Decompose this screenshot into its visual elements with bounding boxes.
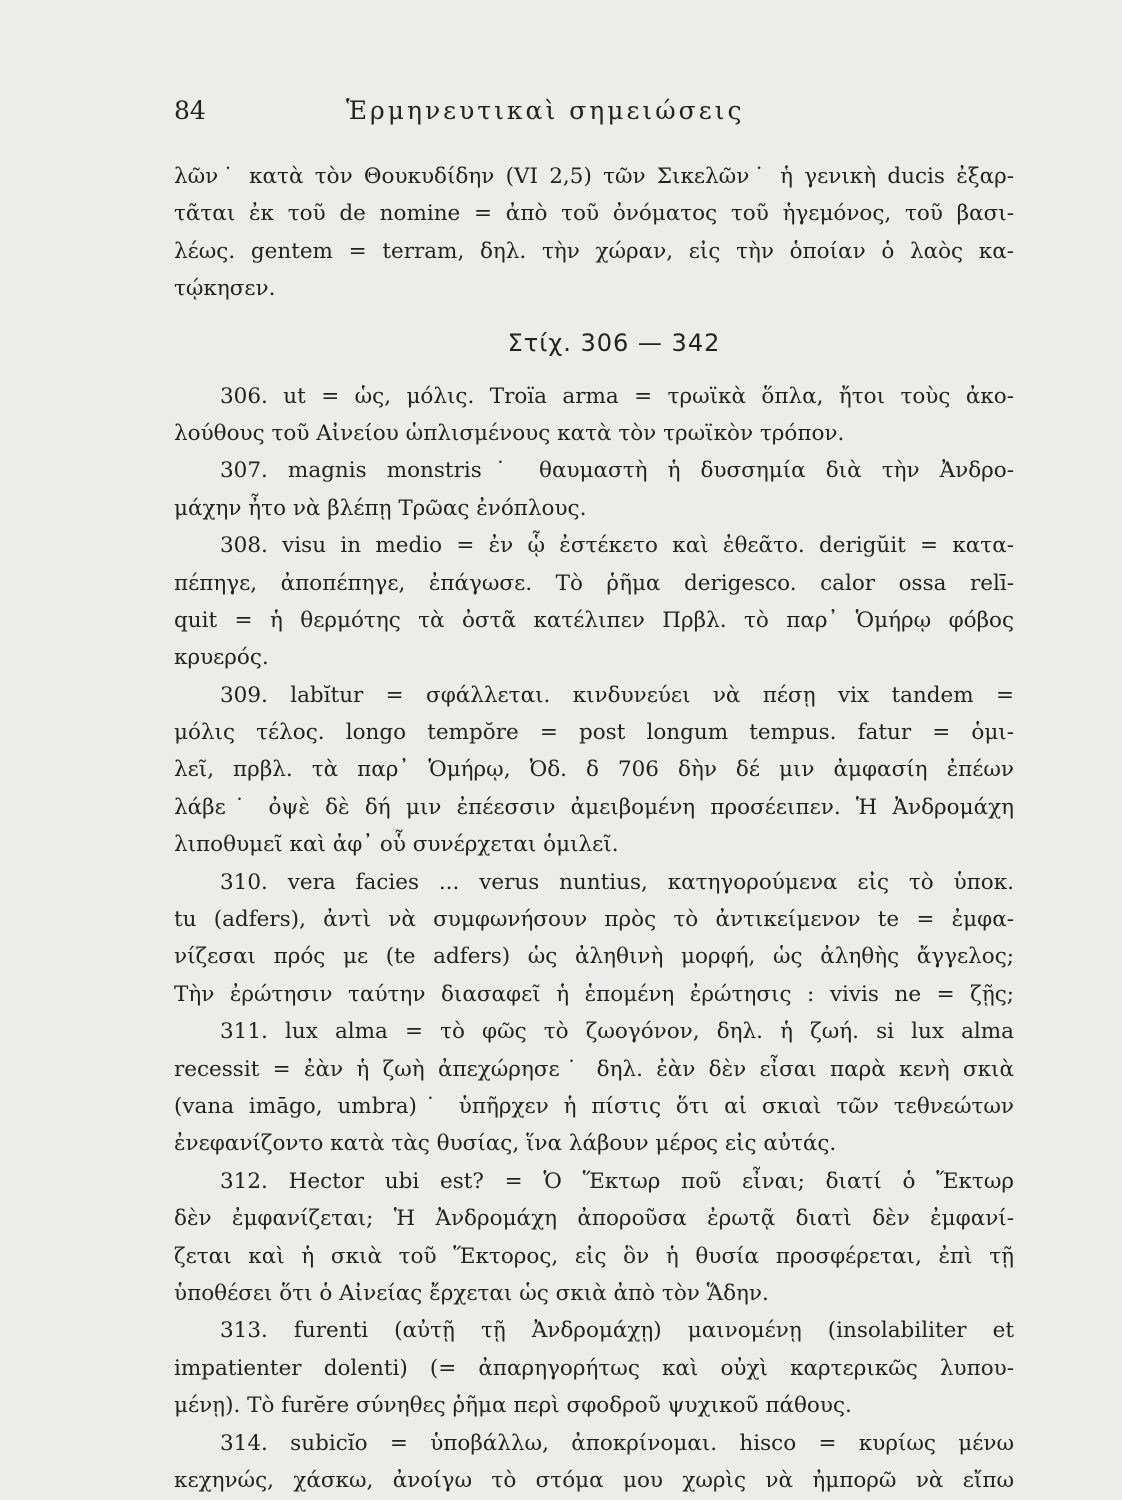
note-entry-line: 313. furenti (αὐτῇ τῇ Ἀνδρομάχῃ) μαινομένῃ (insolabiliter et: [220, 1318, 1014, 1344]
text-line: λέως. gentem = terram, δηλ. τὴν χώραν, εἰς τὴν ὁποίαν ὁ λαὸς κα-: [174, 238, 1014, 264]
text-line: Τὴν ἐρώτησιν ταύτην διασαφεῖ ἡ ἑπομένη ἐρώτησις : vivis ne = ζῇς;: [174, 981, 1014, 1007]
text-line: μόλις τέλος. longo tempŏre = post longum tempus. fatur = ὁμι-: [174, 720, 1014, 746]
body-text: [174, 158, 1014, 1499]
text-line: quit = ἡ θερμότης τὰ ὀστᾶ κατέλιπεν Πρβλ. τὸ παρ᾿ Ὁμήρῳ φόβος: [174, 607, 1014, 633]
text-line: impatienter dolenti) (= ἀπαρηγορήτως καὶ οὐχὶ καρτερικῶς λυπου-: [174, 1355, 1014, 1381]
text-line: recessit = ἐὰν ἡ ζωὴ ἀπεχώρησε˙ δηλ. ἐὰν δὲν εἶσαι παρὰ κενὴ σκιὰ: [174, 1056, 1014, 1082]
text-line: μένῃ). Τὸ furĕre σύνηθες ῥῆμα περὶ σφοδροῦ ψυχικοῦ πάθους.: [174, 1393, 852, 1419]
text-line: τῴκησεν.: [174, 276, 276, 302]
text-line: λούθους τοῦ Αἰνείου ὡπλισμένους κατὰ τὸν τρωϊκὸν τρόπον.: [174, 420, 845, 446]
section-heading: Στίχ. 306 — 342: [507, 328, 721, 357]
text-line: ὑποθέσει ὅτι ὁ Αἰνείας ἔρχεται ὡς σκιὰ ἀπὸ τὸν Ἅδην.: [174, 1280, 769, 1306]
note-entry-line: 306. ut = ὡς, μόλις. Troïa arma = τρωϊκὰ ὅπλα, ἤτοι τοὺς ἀκο-: [220, 383, 1014, 409]
page-number: 84: [174, 96, 206, 125]
text-line: νίζεσαι πρός με (te adfers) ὡς ἀληθινὴ μορφή, ὡς ἀληθὴς ἄγγελος;: [174, 944, 1014, 970]
text-line: κεχηνώς, χάσκω, ἀνοίγω τὸ στόμα μου χωρὶς νὰ ἠμπορῶ νὰ εἴπω: [174, 1467, 1014, 1493]
text-line: tu (adfers), ἀντὶ νὰ συμφωνήσουν πρὸς τὸ ἀντικείμενον te = ἐμφα-: [174, 907, 1014, 933]
text-line: κρυερός.: [174, 645, 269, 671]
running-title: Ἑρμηνευτικαὶ σημειώσεις: [346, 96, 745, 125]
text-line: δὲν ἐμφανίζεται; Ἡ Ἀνδρομάχη ἀποροῦσα ἐρωτᾷ διατὶ δὲν ἐμφανί-: [174, 1206, 1014, 1232]
text-line: μάχην ἦτο νὰ βλέπῃ Τρῶας ἐνόπλους.: [174, 495, 587, 521]
text-line: λῶν˙ κατὰ τὸν Θουκυδίδην (VI 2,5) τῶν Σικελῶν˙ ἡ γενικὴ ducis ἐξαρ-: [174, 164, 1014, 189]
note-entry-line: 314. subicĭo = ὑποβάλλω, ἀποκρίνομαι. hisco = κυρίως μένω: [220, 1430, 1014, 1456]
text-line: λεῖ, πρβλ. τὰ παρ᾿ Ὁμήρῳ, Ὀδ. δ 706 δὴν δέ μιν ἀμφασίη ἐπέων: [174, 757, 1014, 783]
note-entry-line: 311. lux alma = τὸ φῶς τὸ ζωογόνον, δηλ. ἡ ζωή. si lux alma: [220, 1019, 1014, 1045]
text-line: λιποθυμεῖ καὶ ἀφ᾿ οὗ συνέρχεται ὁμιλεῖ.: [174, 832, 619, 858]
note-entry-line: 307. magnis monstris˙ θαυμαστὴ ἡ δυσσημία διὰ τὴν Ἀνδρο-: [220, 458, 1014, 484]
note-entry-line: 309. labĭtur = σφάλλεται. κινδυνεύει νὰ πέσῃ vix tandem =: [220, 682, 1014, 708]
text-line: πέπηγε, ἀποπέπηγε, ἐπάγωσε. Τὸ ῥῆμα derigesco. calor ossa relī-: [174, 570, 1014, 596]
note-entry-line: 312. Hector ubi est? = Ὁ Ἕκτωρ ποῦ εἶναι; διατί ὁ Ἕκτωρ: [220, 1168, 1014, 1194]
running-head: [174, 96, 1014, 136]
text-line: ζεται καὶ ἡ σκιὰ τοῦ Ἕκτορος, εἰς ὃν ἡ θυσία προσφέρεται, ἐπὶ τῇ: [174, 1243, 1014, 1269]
text-line: (vana imāgo, umbra)˙ ὑπῆρχεν ἡ πίστις ὅτι αἱ σκιαὶ τῶν τεθνεώτων: [174, 1093, 1014, 1119]
text-line: τᾶται ἐκ τοῦ de nomine = ἀπὸ τοῦ ὀνόματος τοῦ ἡγεμόνος, τοῦ βασι-: [174, 201, 1014, 227]
text-line: λάβε˙ ὀψὲ δὲ δή μιν ἐπέεσσιν ἀμειβομένη προσέειπεν. Ἡ Ἀνδρομάχη: [174, 794, 1014, 820]
note-entry-line: 308. visu in medio = ἐν ᾧ ἐστέκετο καὶ ἐθεᾶτο. derigŭit = κατα-: [220, 533, 1014, 559]
note-entry-line: 310. vera facies ... verus nuntius, κατηγορούμενα εἰς τὸ ὑποκ.: [220, 869, 1014, 895]
text-line: ἐνεφανίζοντο κατὰ τὰς θυσίας, ἵνα λάβουν μέρος εἰς αὐτάς.: [174, 1131, 837, 1157]
